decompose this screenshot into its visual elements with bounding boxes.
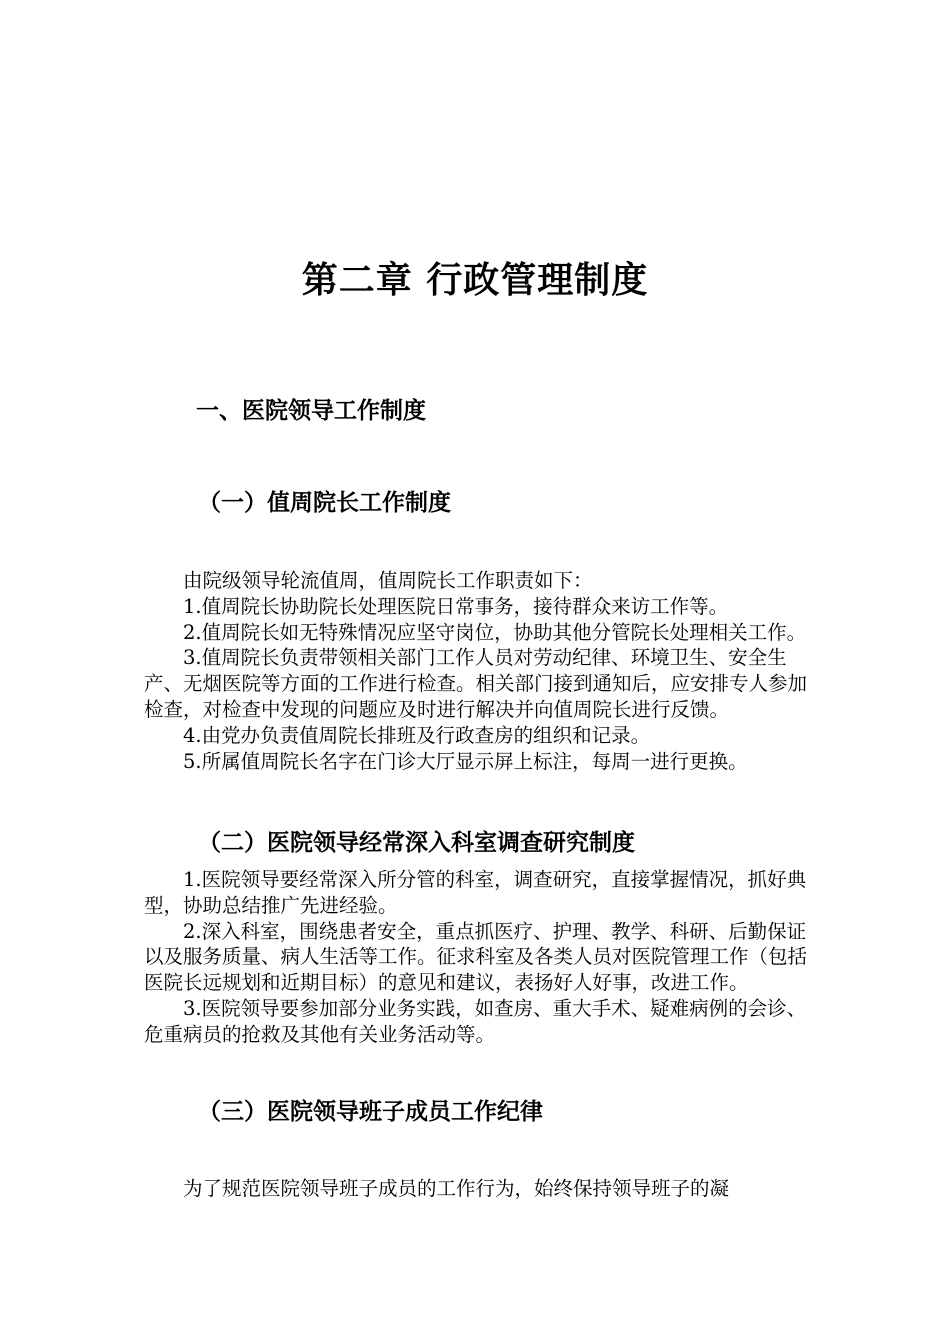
section-heading: 一、医院领导工作制度 <box>196 398 426 424</box>
subsection-3-body <box>144 1176 820 1202</box>
paragraph: 为了规范医院领导班子成员的工作行为，始终保持领导班子的凝 <box>183 1177 730 1200</box>
paragraph: 由院级领导轮流值周，值周院长工作职责如下： <box>183 569 593 592</box>
list-item: 3.医院领导要参加部分业务实践，如查房、重大手术、疑难病例的会诊、危重病员的抢救及其他有关业务活动等。 <box>144 996 807 1046</box>
list-item: 1.值周院长协助院长处理医院日常事务，接待群众来访工作等。 <box>183 594 729 618</box>
subsection-heading-1: （一）值周院长工作制度 <box>198 490 451 516</box>
list-item: 2.深入科室，围绕患者安全，重点抓医疗、护理、教学、科研、后勤保证以及服务质量、病人生活等工作。征求科室及各类人员对医院管理工作（包括医院长远规划和近期目标）的意见和建议，表扬好人好事，改进工作。 <box>144 919 808 995</box>
subsection-heading-3: （三）医院领导班子成员工作纪律 <box>198 1099 543 1125</box>
list-item: 2.值周院长如无特殊情况应坚守岗位，协助其他分管院长处理相关工作。 <box>183 620 807 644</box>
list-item: 3.值周院长负责带领相关部门工作人员对劳动纪律、环境卫生、安全生产、无烟医院等方面的工作进行检查。相关部门接到通知后，应安排专人参加检查，对检查中发现的问题应及时进行解决并向值周院长进行反馈。 <box>144 646 808 721</box>
list-item: 5.所属值周院长名字在门诊大厅显示屏上标注，每周一进行更换。 <box>183 749 748 773</box>
subsection-1-body <box>144 568 820 774</box>
list-item: 4.由党办负责值周院长排班及行政查房的组织和记录。 <box>183 723 651 747</box>
chapter-title: 第二章 行政管理制度 <box>301 260 649 301</box>
subsection-2-body <box>144 867 820 1048</box>
list-item: 1.医院领导要经常深入所分管的科室，调查研究，直接掌握情况，抓好典型，协助总结推广先进经验。 <box>144 868 807 917</box>
subsection-heading-2: （二）医院领导经常深入科室调查研究制度 <box>198 830 635 856</box>
